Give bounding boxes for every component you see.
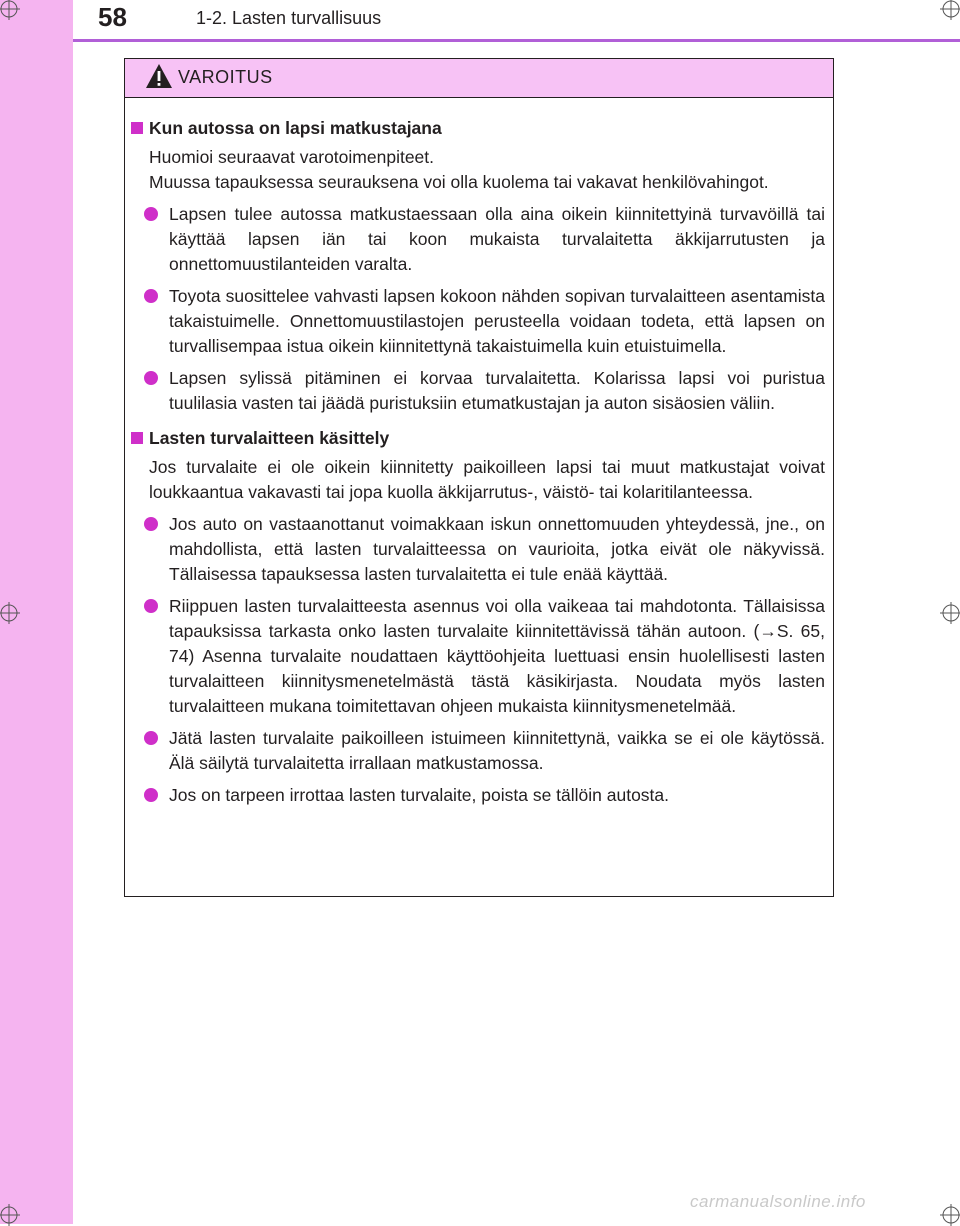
circle-bullet-icon (144, 731, 158, 745)
section-heading: Lasten turvalaitteen käsittely (131, 426, 825, 451)
circle-bullet-icon (144, 289, 158, 303)
header-divider (73, 39, 960, 42)
circle-bullet-icon (144, 371, 158, 385)
list-item: Jätä lasten turvalaite paikoilleen istuimeen kiinnitettynä, vaikka se ei ole käytössä. Älä säilytä turvalaitetta irrallaan matkustamossa. (135, 726, 825, 776)
circle-bullet-icon (144, 517, 158, 531)
crop-mark-icon (0, 1204, 20, 1226)
watermark: carmanualsonline.info (690, 1192, 866, 1211)
warning-title: VAROITUS (178, 67, 273, 87)
warning-header (125, 59, 833, 98)
crop-mark-icon (940, 602, 960, 624)
section-heading: Kun autossa on lapsi matkustajana (131, 116, 825, 141)
section-intro: Jos turvalaite ei ole oikein kiinnitetty paikoilleen lapsi tai muut matkustajat voivat loukkaantua vakavasti tai jopa kuolla äkkijarrutus-, väistö- tai kolaritilanteessa. (149, 457, 825, 502)
page-number: 58 (73, 0, 152, 42)
warning-box (124, 58, 834, 897)
list-item: Riippuen lasten turvalaitteesta asennus voi olla vaikeaa tai mahdotonta. Tällaisissa tapauksissa tarkasta onko lasten turvalaite kiinnitettävissä tähän autoon. (→S. 65, 74) Asenna turvalaite noudattaen käyttöohjeita luettuasi ensin huolellisesti lasten turvalaitteen kiinnitysmenetelmästä tästä käsikirjasta. Noudata myös lasten turvalaitteen mukana toimitettavan ohjeen mukaista kiinnitysmenetelmää. (135, 594, 825, 719)
list-item: Lapsen tulee autossa matkustaessaan olla aina oikein kiinnitettyinä turvavöillä tai käyttää lapsen iän tai koon mukaista turvalaitetta äkkijarrutusten ja onnettomuustilanteiden varalta. (135, 202, 825, 277)
warning-triangle-icon (145, 63, 173, 89)
section-intro: Huomioi seuraavat varotoimenpiteet. (149, 147, 435, 167)
crop-mark-icon (0, 602, 20, 624)
section-intro: Muussa tapauksessa seurauksena voi olla kuolema tai vakavat henkilövahingot. (149, 172, 769, 192)
crop-mark-icon (940, 1204, 960, 1226)
list-item: Lapsen sylissä pitäminen ei korvaa turvalaitetta. Kolarissa lapsi voi puristua tuulilasia vasten tai jäädä puristuksiin etumatkustajan ja auton sisäosien väliin. (135, 366, 825, 416)
section-title: 1-2. Lasten turvallisuus (196, 8, 382, 28)
crop-mark-icon (940, 0, 960, 20)
list-item: Jos on tarpeen irrottaa lasten turvalaite, poista se tällöin autosta. (135, 783, 825, 808)
circle-bullet-icon (144, 788, 158, 802)
circle-bullet-icon (144, 599, 158, 613)
crop-mark-icon (0, 0, 20, 20)
square-bullet-icon (131, 432, 143, 444)
list-item: Toyota suosittelee vahvasti lapsen kokoon nähden sopivan turvalaitteen asentamista takaistuimelle. Onnettomuustilastojen perusteella voidaan todeta, että lapsen on turvallisempaa istua oikein kiinnitettynä takaistuimella kuin etuistuimella. (135, 284, 825, 359)
warning-body (125, 98, 833, 808)
list-item: Jos auto on vastaanottanut voimakkaan iskun onnettomuuden yhteydessä, jne., on mahdollista, että lasten turvalaitteessa on vaurioita, jotka eivät ole näkyvissä. Tällaisessa tapauksessa lasten turvalaitetta ei tule enää käyttää. (135, 512, 825, 587)
square-bullet-icon (131, 122, 143, 134)
circle-bullet-icon (144, 207, 158, 221)
